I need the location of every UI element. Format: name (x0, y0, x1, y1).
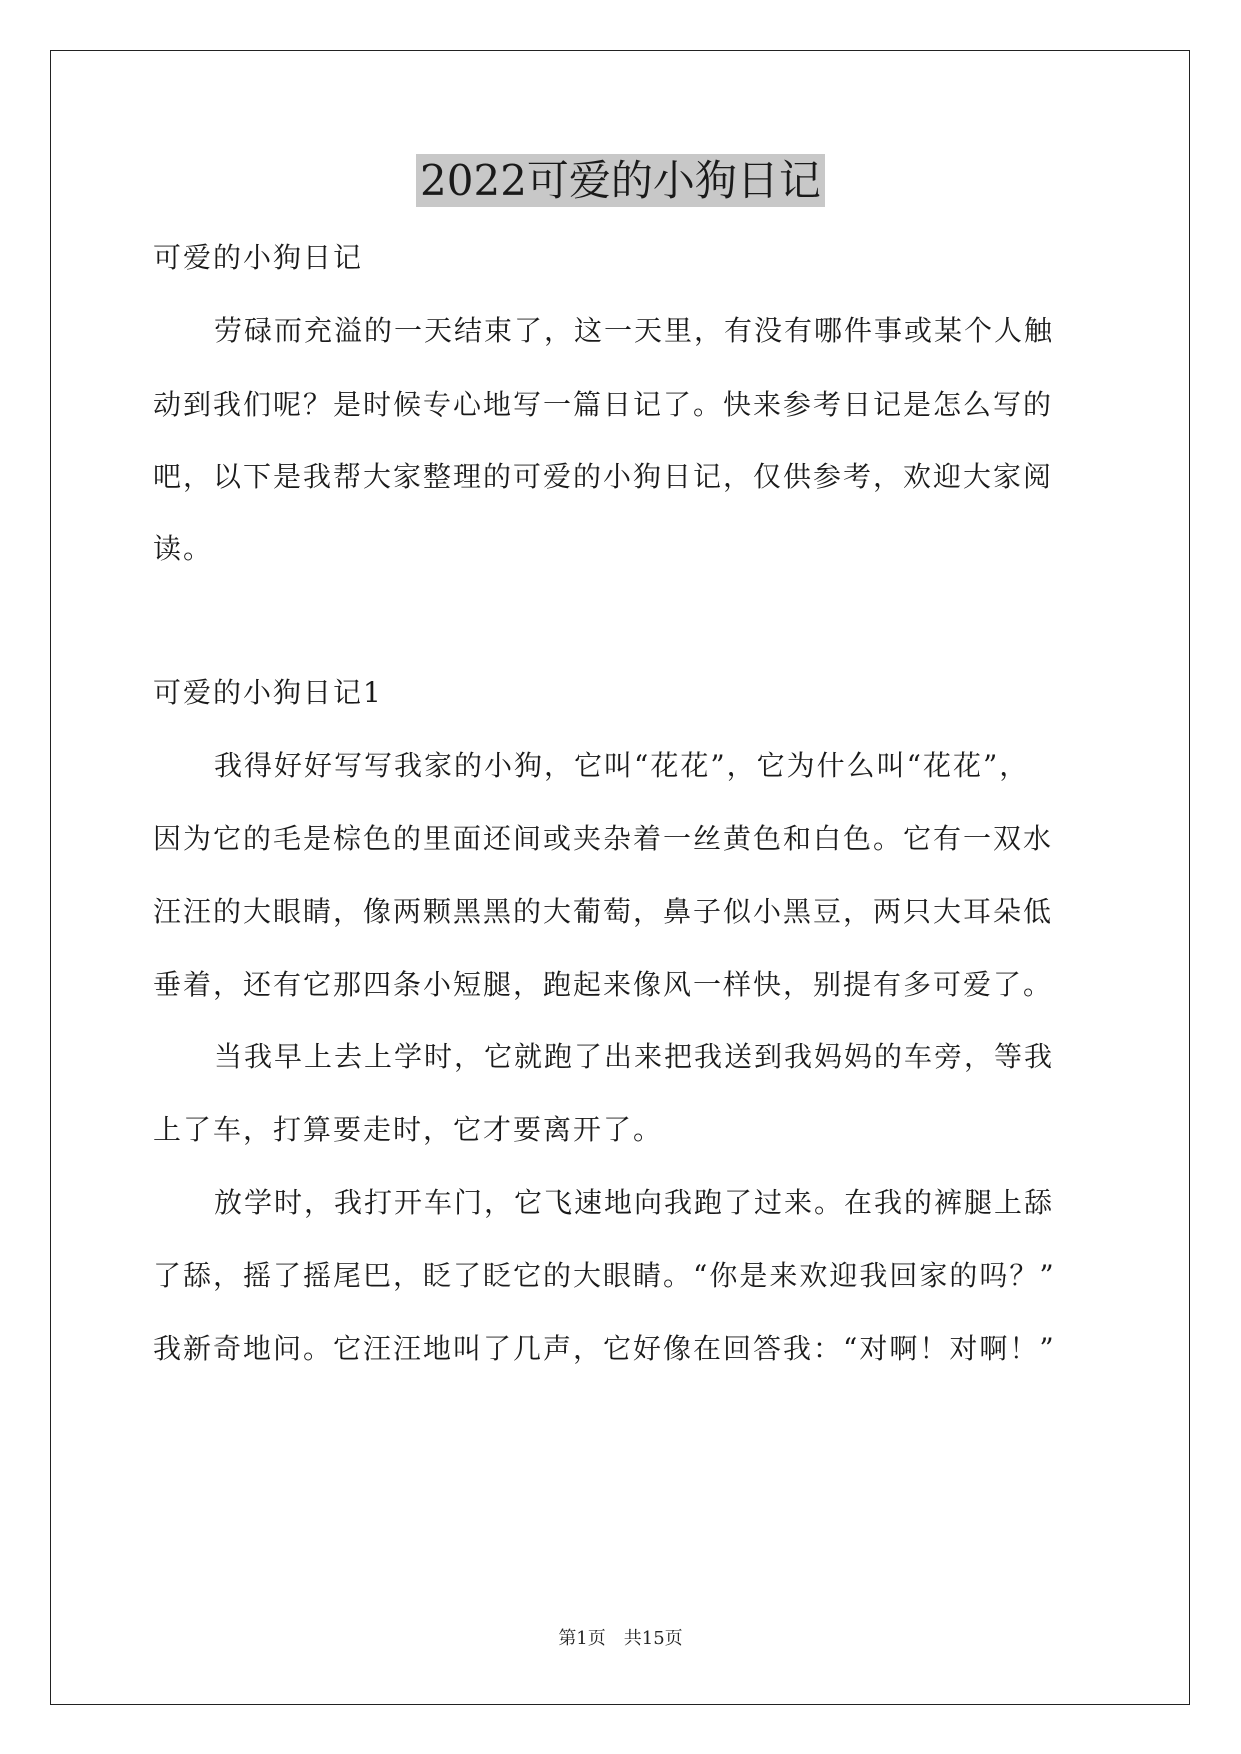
body-line-3: 汪汪的大眼睛，像两颗黑黑的大葡萄，鼻子似小黑豆，两只大耳朵低 (153, 895, 1054, 928)
page-border (50, 50, 1190, 1705)
body-line-4: 垂着，还有它那四条小短腿，跑起来像风一样快，别提有多可爱了。 (153, 968, 1054, 1001)
document-title-text: 2022可爱的小狗日记 (416, 154, 825, 207)
page-footer: 第1页 共15页 (558, 1628, 683, 1649)
body-line-7: 放学时，我打开车门，它飞速地向我跑了过来。在我的裤腿上舔 (214, 1186, 1055, 1219)
body-line-1: 我得好好写写我家的小狗，它叫“花花”，它为什么叫“花花”， (214, 749, 1030, 782)
body-line-2: 因为它的毛是棕色的里面还间或夹杂着一丝黄色和白色。它有一双水 (153, 822, 1054, 855)
body-line-9: 我新奇地问。它汪汪地叫了几声，它好像在回答我：“对啊！对啊！” (153, 1332, 1056, 1365)
body-line-6: 上了车，打算要走时，它才要离开了。 (153, 1113, 664, 1146)
intro-line-4: 读。 (153, 532, 214, 565)
body-line-5: 当我早上去上学时，它就跑了出来把我送到我妈妈的车旁，等我 (214, 1040, 1055, 1073)
intro-line-3: 吧，以下是我帮大家整理的可爱的小狗日记，仅供参考，欢迎大家阅 (153, 460, 1054, 493)
section-heading-intro: 可爱的小狗日记 (153, 241, 364, 274)
document-title (0, 155, 1241, 207)
body-line-8: 了舔，摇了摇尾巴，眨了眨它的大眼睛。“你是来欢迎我回家的吗？” (153, 1259, 1056, 1292)
intro-line-2: 动到我们呢？是时候专心地写一篇日记了。快来参考日记是怎么写的 (153, 388, 1054, 421)
section-heading-diary-1: 可爱的小狗日记1 (153, 676, 383, 709)
intro-line-1: 劳碌而充溢的一天结束了，这一天里，有没有哪件事或某个人触 (214, 314, 1055, 347)
